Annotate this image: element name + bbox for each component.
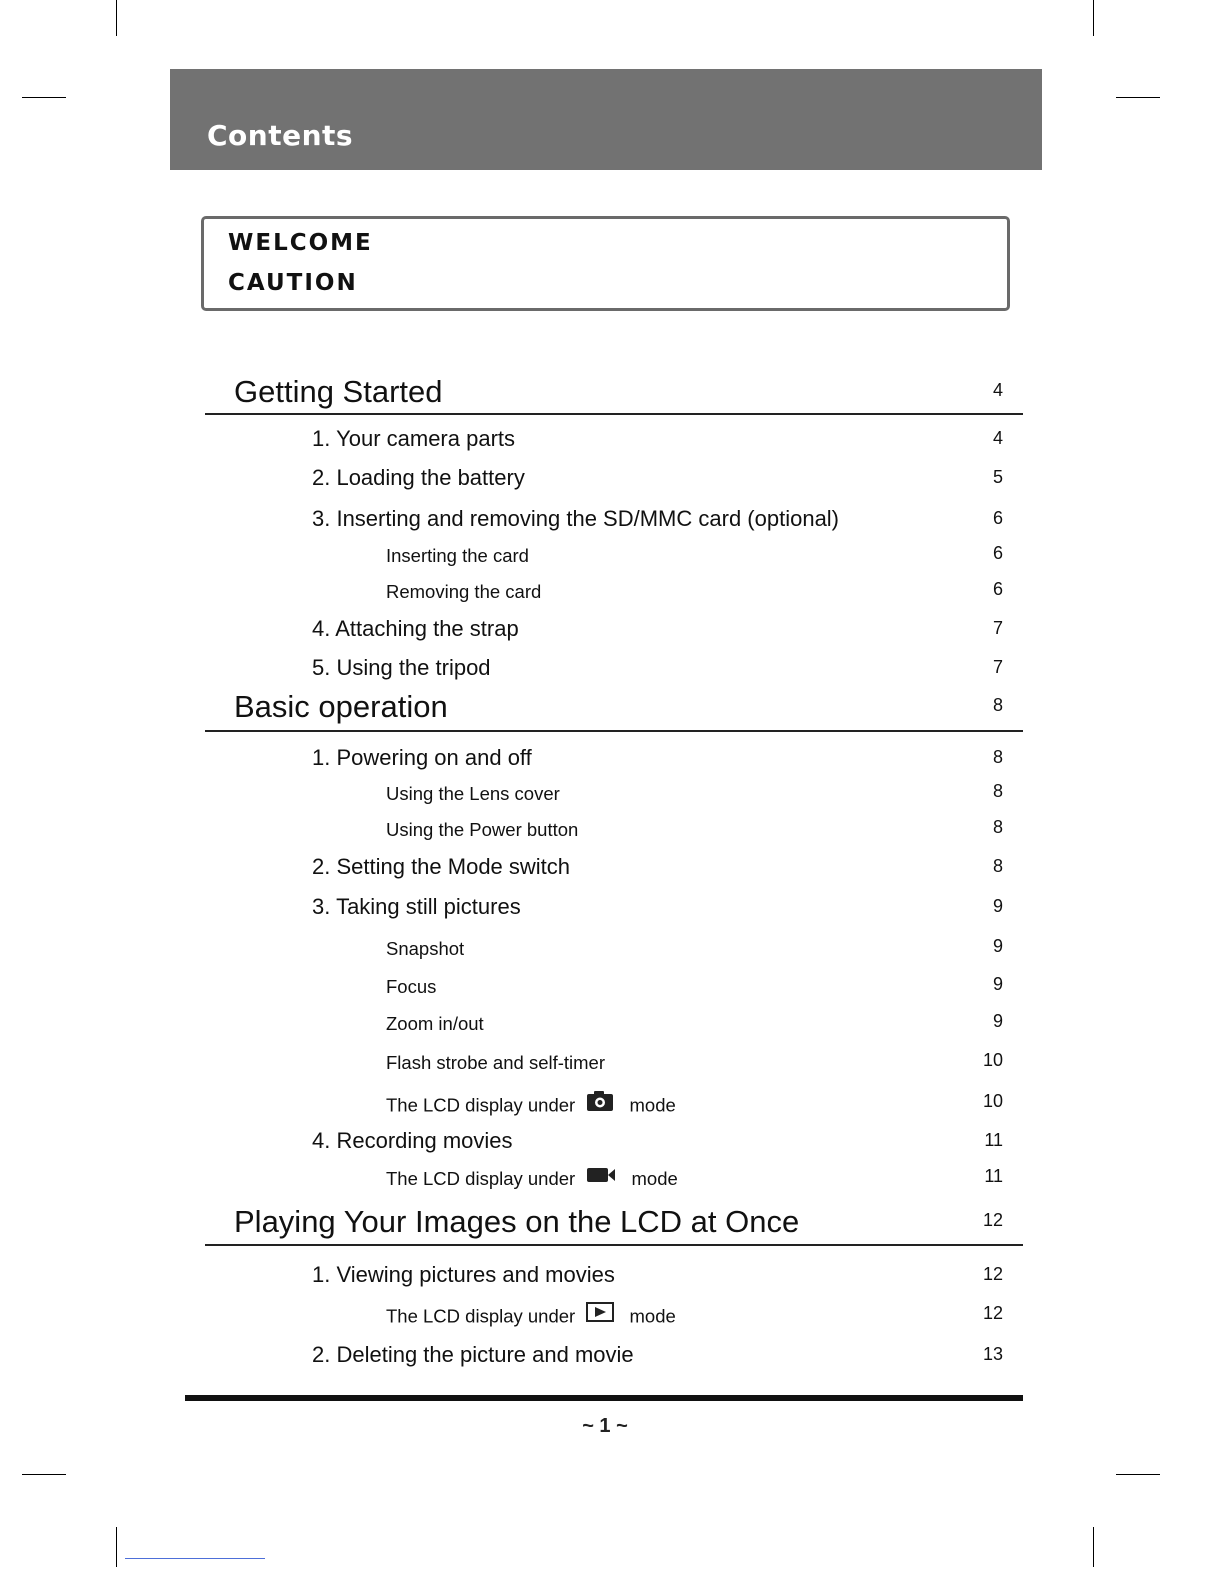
toc-subitem-label: Using the Lens cover xyxy=(386,783,560,804)
toc-section-title: Getting Started xyxy=(234,374,443,409)
toc-page-number: 8 xyxy=(992,695,1003,715)
crop-mark xyxy=(1093,1527,1094,1567)
lcd-display-text: The LCD display under xyxy=(386,1305,576,1327)
toc-item xyxy=(0,506,1225,546)
toc-section xyxy=(0,689,1225,729)
toc-page-number: 12 xyxy=(982,1210,1003,1230)
toc-page-number: 6 xyxy=(992,579,1003,599)
toc-item-label: 3. Taking still pictures xyxy=(312,894,521,919)
toc-page-number: 12 xyxy=(982,1264,1003,1284)
toc-page-number: 11 xyxy=(984,1166,1003,1186)
toc-subitem xyxy=(0,938,1225,978)
crop-mark xyxy=(1116,97,1160,98)
header-band xyxy=(170,69,1042,170)
toc-item xyxy=(0,894,1225,934)
toc-subitem xyxy=(0,783,1225,823)
mode-text: mode xyxy=(629,1094,676,1116)
toc-subitem xyxy=(0,1168,1225,1208)
toc-subitem xyxy=(0,1305,1225,1345)
page-number: ~ 1 ~ xyxy=(582,1415,628,1437)
toc-page-number: 8 xyxy=(992,747,1003,767)
toc-section xyxy=(0,374,1225,414)
toc-page-number: 9 xyxy=(992,936,1003,956)
toc-page-number: 9 xyxy=(992,974,1003,994)
toc-page-number: 4 xyxy=(992,428,1003,448)
toc-item-label: 2. Deleting the picture and movie xyxy=(312,1342,634,1367)
section-rule xyxy=(205,1244,1023,1246)
toc-subitem-label: Using the Power button xyxy=(386,819,579,840)
toc-item-label: 1. Viewing pictures and movies xyxy=(312,1262,615,1287)
toc-item-label: 5. Using the tripod xyxy=(312,655,491,680)
section-rule xyxy=(205,730,1023,732)
toc-subitem-label: Inserting the card xyxy=(386,545,529,566)
toc-page-number: 8 xyxy=(992,817,1003,837)
toc-page-number: 8 xyxy=(992,781,1003,801)
lcd-display-text: The LCD display under xyxy=(386,1094,576,1116)
toc-page-number: 10 xyxy=(982,1050,1003,1070)
blue-underline-mark xyxy=(125,1558,265,1559)
toc-page-number: 8 xyxy=(992,856,1003,876)
toc-subitem-label: Removing the card xyxy=(386,581,542,602)
toc-item-label: 4. Recording movies xyxy=(312,1128,513,1153)
crop-mark xyxy=(116,1527,117,1567)
toc-subitem-label xyxy=(386,1093,676,1120)
toc-page-number: 13 xyxy=(982,1344,1003,1364)
toc-item-label: 1. Powering on and off xyxy=(312,745,532,770)
toc-subitem xyxy=(0,581,1225,621)
toc-item-label: 2. Loading the battery xyxy=(312,465,525,490)
video-camera-icon xyxy=(586,1166,616,1189)
toc-page-number: 4 xyxy=(992,380,1003,400)
lcd-display-text: The LCD display under xyxy=(386,1168,576,1189)
toc-page-number: 6 xyxy=(992,543,1003,563)
toc-page-number: 10 xyxy=(982,1091,1003,1111)
crop-mark xyxy=(22,1474,66,1475)
crop-mark xyxy=(1093,0,1094,36)
toc-section-title: Basic operation xyxy=(234,689,448,724)
page-title: Contents xyxy=(207,119,354,152)
intro-item-welcome: WELCOME xyxy=(228,230,373,256)
toc-item xyxy=(0,745,1225,785)
section-rule xyxy=(205,413,1023,415)
toc-subitem xyxy=(0,1093,1225,1133)
mode-text: mode xyxy=(631,1168,678,1189)
camera-icon xyxy=(586,1090,614,1117)
toc-page-number: 5 xyxy=(992,467,1003,487)
toc-item xyxy=(0,616,1225,656)
toc-item xyxy=(0,465,1225,505)
toc-page-number: 7 xyxy=(992,618,1003,638)
toc-page-number: 9 xyxy=(992,896,1003,916)
toc-subitem-label xyxy=(386,1168,678,1192)
toc-item-label: 2. Setting the Mode switch xyxy=(312,854,571,879)
toc-item xyxy=(0,1128,1225,1168)
crop-mark xyxy=(22,97,66,98)
toc-page-number: 7 xyxy=(992,657,1003,677)
toc-page-number: 6 xyxy=(992,508,1003,528)
mode-text: mode xyxy=(629,1305,676,1327)
toc-subitem-label: Flash strobe and self-timer xyxy=(386,1052,606,1073)
toc-item-label: 1. Your camera parts xyxy=(312,426,516,451)
toc-item xyxy=(0,854,1225,894)
intro-item-caution: CAUTION xyxy=(228,270,358,296)
toc-subitem-label xyxy=(386,1305,676,1330)
crop-mark xyxy=(1116,1474,1160,1475)
play-icon xyxy=(586,1302,614,1327)
intro-box xyxy=(201,216,1010,311)
crop-mark xyxy=(116,0,117,36)
toc-page-number: 11 xyxy=(984,1130,1003,1150)
toc-subitem xyxy=(0,1052,1225,1092)
toc-subitem-label: Zoom in/out xyxy=(386,1013,484,1034)
toc-subitem xyxy=(0,1013,1225,1053)
toc-item xyxy=(0,1262,1225,1302)
toc-item xyxy=(0,1342,1225,1382)
footer-rule xyxy=(185,1395,1023,1401)
toc-section-title: Playing Your Images on the LCD at Once xyxy=(234,1204,800,1239)
toc-item xyxy=(0,426,1225,466)
toc-item-label: 4. Attaching the strap xyxy=(312,616,519,641)
toc-page-number: 9 xyxy=(992,1011,1003,1031)
toc-section xyxy=(0,1204,1225,1244)
toc-subitem xyxy=(0,819,1225,859)
toc-page-number: 12 xyxy=(982,1303,1003,1323)
toc-subitem-label: Snapshot xyxy=(386,938,465,959)
toc-item-label: 3. Inserting and removing the SD/MMC card (optional) xyxy=(312,506,840,531)
toc-subitem xyxy=(0,545,1225,585)
toc-subitem xyxy=(0,976,1225,1016)
toc-subitem-label: Focus xyxy=(386,976,437,997)
